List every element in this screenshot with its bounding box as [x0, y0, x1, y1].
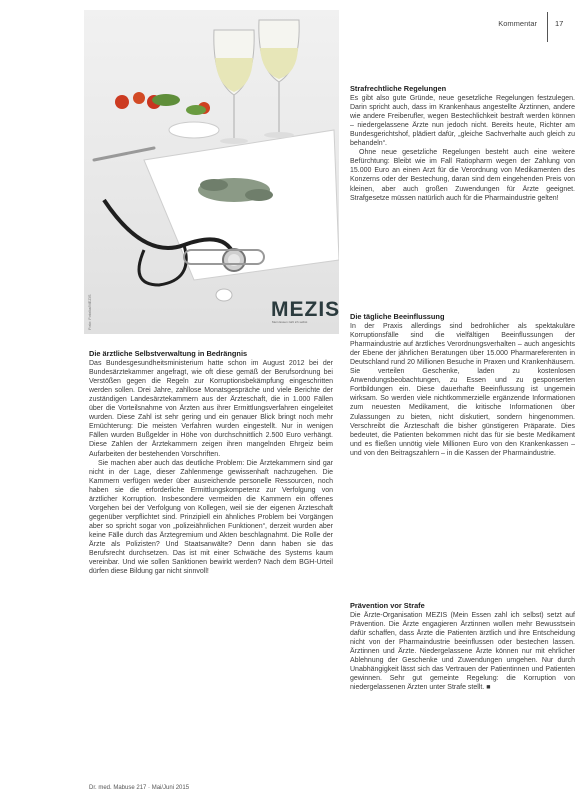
right-column-top	[350, 84, 575, 203]
side-bowl	[169, 122, 219, 138]
paragraph: In der Praxis allerdings sind bedrohlicher als spektakuläre Korruptionsfälle sind die vielfältigen Beeinflussungen der Pharmaindustrie auf ärztliches Verordnungsverhalten – auch angesichts der Ebene der jährlichen Beratungen über 15.000 Pharmareferenten in Deutschland rund 20 Millionen Besuche in Praxen und Krankenhäusern. Sie verteilen Geschenke, laden zu kostenlosen Anwendungsbeobachtungen, zu Essen und zu gesponserten Fortbildungen ein. Diese dauerhafte Beeinflussung ist ungemein wirksam. So werden viele nichtkommerzielle ergänzende Informationen zum neuesten Medikament, die kritische Informationen über Zulassungen zu bieten, nicht diskutiert, sondern hingenommen. Verschreibt die Ärzteschaft die bisher günstigeren Präparate. Dies bedeutet, die Patienten bekommen nicht das für sie beste Medikament und es fließen unnötig viele Millionen Euro von den Krankenkassen – und von den Beitragszahlern – in die Kassen der Pharmaindustrie.	[350, 323, 575, 457]
paragraph: Ohne neue gesetzliche Regelungen besteht auch eine weitere Befürchtung: Bleibt wie im Fall Ratiopharm wegen der Zahlung von 15.000 Euro an einen Arzt für die Verordnung von Medikamenten des Konzerns oder der Bestechung, daran sind dem eingehenden Preis von kleinen, aber auch großen Zuwendungen für Ärzte geeignet. Strafgesetze müssen natürlich auch für die Pharmaindustrie gelten!	[350, 149, 575, 202]
mezis-tagline: Mein Essen zahl ich selbst	[272, 320, 308, 324]
paragraph: Es gibt also gute Gründe, neue gesetzliche Regelungen festzulegen. Darin spricht auch, dass im Krankenhaus angestellte Ärztinnen, andere wie andere Freiberufler, wegen Bestechlichkeit bestraft werden können – niedergelassene Ärzte nun jedoch nicht. Bereits heute, Richter am Bundesgerichtshof, plädiert dafür, „gleiche Sachverhalte auch gleich zu behandeln“.	[350, 95, 575, 148]
heading-praevention: Prävention vor Strafe	[350, 601, 425, 610]
salad-leaves	[152, 94, 180, 106]
heading-selbstverwaltung: Die ärztliche Selbstverwaltung in Bedrängnis	[89, 349, 248, 358]
heading-strafrecht: Strafrechtliche Regelungen	[350, 84, 447, 93]
paragraph: Die Ärzte-Organisation MEZIS (Mein Essen zahl ich selbst) setzt auf Prävention. Die Ärzte engagieren Ärztinnen wollen mehr Bewusstsein dafür schaffen, dass Ärzte die Patienten ärztlich und ihre Entscheidung nicht von der Pharmaindustrie beeinflussen oder bestechen lassen. Ärztinnen und Ärzte. Niedergelassene Ärzte können nur mit ehrlicher Ablehnung der Geschenke und Zuwendungen umgehen. Nur durch Unabhängigkeit lässt sich das Vertrauen der Patientinnen und Patienten gewinnen. Sehr gut gemeinte Regelung: die Korruption von niedergelassenen Ärzten unter Strafe stellt. ■	[350, 612, 575, 692]
mezis-logo: MEZIS	[271, 298, 341, 321]
right-column-middle	[350, 312, 575, 458]
photo-illustration	[84, 10, 339, 334]
article-photo	[84, 10, 339, 334]
left-column	[89, 349, 333, 576]
photo-credit: Foto: Fotolia/MEZIS	[87, 294, 92, 330]
tomato	[115, 95, 129, 109]
section-label: Kommentar	[498, 19, 537, 28]
paragraph: Das Bundesgesundheitsministerium hatte schon im August 2012 bei der Bundesärztekammer angefragt, wie oft diese gemäß der Berufsordnung bei Verstößen gegen die Regeln zur Korruptionsbekämpfung eingeschritten werden sollen. Drei Jahre, zahllose Monatsgespräche und viele Berichte der zuständigen Landesärztekammern aus der Ärzteschaft, die in 1.000 Fällen über die Vorteilsnahme von Ärzten aus ihrer Ermittlungsverfahren eingeleitet wurden. Diese Zahl ist sehr gering und ein genauer Blick bringt noch mehr Ernüchterung: Die meisten Verfahren wurden eingestellt. Nur in wenigen Fällen wurden Bußgelder in Höhe von durchschnittlich 2.500 Euro verhängt. Diese Zahlen der Ärztekammern zeigen ihren mangelnden Ehrgeiz beim Aufarbeiten der bestehenden Vorschriften.	[89, 360, 333, 458]
page-footer: Dr. med. Mabuse 217 · Mai/Juni 2015	[89, 785, 190, 791]
fork	[94, 148, 154, 160]
page-number: 17	[555, 19, 564, 28]
right-column-bottom	[350, 601, 575, 692]
paragraph: Sie machen aber auch das deutliche Problem: Die Ärztekammern sind gar nicht in der Lage, dieser Zahlenmenge gewissenhaft nachzugehen. Die Kammern verfügen weder über ausreichende personelle Ressourcen, noch haben sie die erforderliche Ermittlungskompetenz zur Verfolgung von ärztlicher Korruption. Insbesondere vermeiden die Kammern ein offenes Vorgehen bei der Verfolgung von Kollegen, weil sie der eigenen Ärzteschaft gegenüber verpflichtet sind. Prinzipiell ein ähnliches Problem bei Vorgängen aber so spricht sogar von „polizeiähnlichen Funktionen“, derzeit wurden aber keine Fälle durch das Ärztegremium und Akten beschlagnahmt. Die Rolle der Ärzte als Polizisten? Und Staatsanwälte? Denn dann haben sie das Berufsrecht durchsetzen. Das ist mit einer Schwäche des Systems kaum vereinbar. Und wie sollen Sanktionen bewirkt werden? Nach dem BGH-Urteil dürfen diese Bildung gar nicht sinnvoll!	[89, 459, 333, 576]
header-divider	[547, 12, 548, 42]
heading-beeinflussung: Die tägliche Beeinflussung	[350, 312, 445, 321]
